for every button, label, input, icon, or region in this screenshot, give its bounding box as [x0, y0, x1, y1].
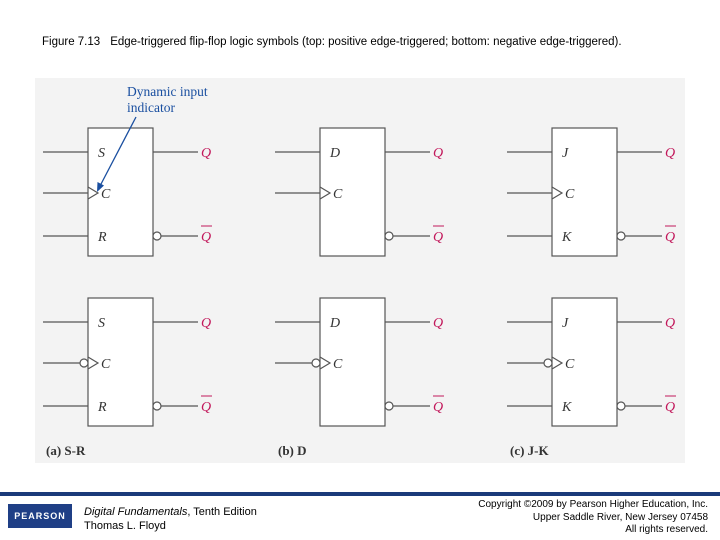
input-label: R: [98, 400, 107, 415]
figure-caption-text: Edge-triggered flip-flop logic symbols (top: positive edge-triggered; bottom: negative edge-triggered).: [110, 36, 622, 48]
book-author: Thomas L. Floyd: [84, 520, 166, 532]
q-bar-output-label: Q: [433, 400, 444, 415]
q-output-label: Q: [665, 146, 676, 161]
input-label: K: [562, 230, 572, 245]
clock-label: C: [333, 357, 343, 372]
clock-label: C: [565, 357, 575, 372]
input-label: D: [330, 146, 341, 161]
annotation-label: indicator: [127, 100, 175, 115]
q-output-label: Q: [433, 316, 444, 331]
q-output-label: Q: [201, 316, 212, 331]
q-output-label: Q: [201, 146, 212, 161]
book-edition: , Tenth Edition: [187, 506, 257, 518]
flip-flop-caption: (a) S-R: [46, 443, 86, 458]
input-label: D: [330, 316, 341, 331]
negation-bubble: [544, 359, 552, 367]
clock-label: C: [101, 357, 111, 372]
copyright-notice: [478, 499, 708, 537]
flip-flop-caption: (b) D: [278, 443, 307, 458]
q-bar-output-label: Q: [665, 230, 676, 245]
q-output-label: Q: [665, 316, 676, 331]
negation-bubble: [385, 402, 393, 410]
footer-rule: [0, 492, 720, 496]
book-credit: [84, 505, 257, 533]
negation-bubble: [153, 402, 161, 410]
q-bar-output-label: Q: [433, 230, 444, 245]
pearson-logo: PEARSON: [8, 504, 72, 528]
q-output-label: Q: [433, 146, 444, 161]
figure-number: Figure 7.13: [42, 36, 101, 48]
copyright-line: Copyright ©2009 by Pearson Higher Education, Inc.: [478, 499, 708, 510]
input-label: R: [98, 230, 107, 245]
negation-bubble: [80, 359, 88, 367]
annotation-label: Dynamic input: [127, 84, 208, 99]
clock-label: C: [101, 187, 111, 202]
negation-bubble: [385, 232, 393, 240]
negation-bubble: [153, 232, 161, 240]
copyright-line: All rights reserved.: [625, 524, 708, 535]
input-label: J: [562, 316, 569, 331]
clock-label: C: [333, 187, 343, 202]
flip-flop-caption: (c) J-K: [510, 443, 549, 458]
negation-bubble: [617, 232, 625, 240]
input-label: S: [98, 146, 105, 161]
copyright-line: Upper Saddle River, New Jersey 07458: [532, 511, 708, 523]
book-title: Digital Fundamentals: [84, 506, 188, 518]
q-bar-output-label: Q: [201, 400, 212, 415]
clock-label: C: [565, 187, 575, 202]
negation-bubble: [312, 359, 320, 367]
input-label: J: [562, 146, 569, 161]
q-bar-output-label: Q: [665, 400, 676, 415]
input-label: S: [98, 316, 105, 331]
input-label: K: [562, 400, 572, 415]
negation-bubble: [617, 402, 625, 410]
q-bar-output-label: Q: [201, 230, 212, 245]
